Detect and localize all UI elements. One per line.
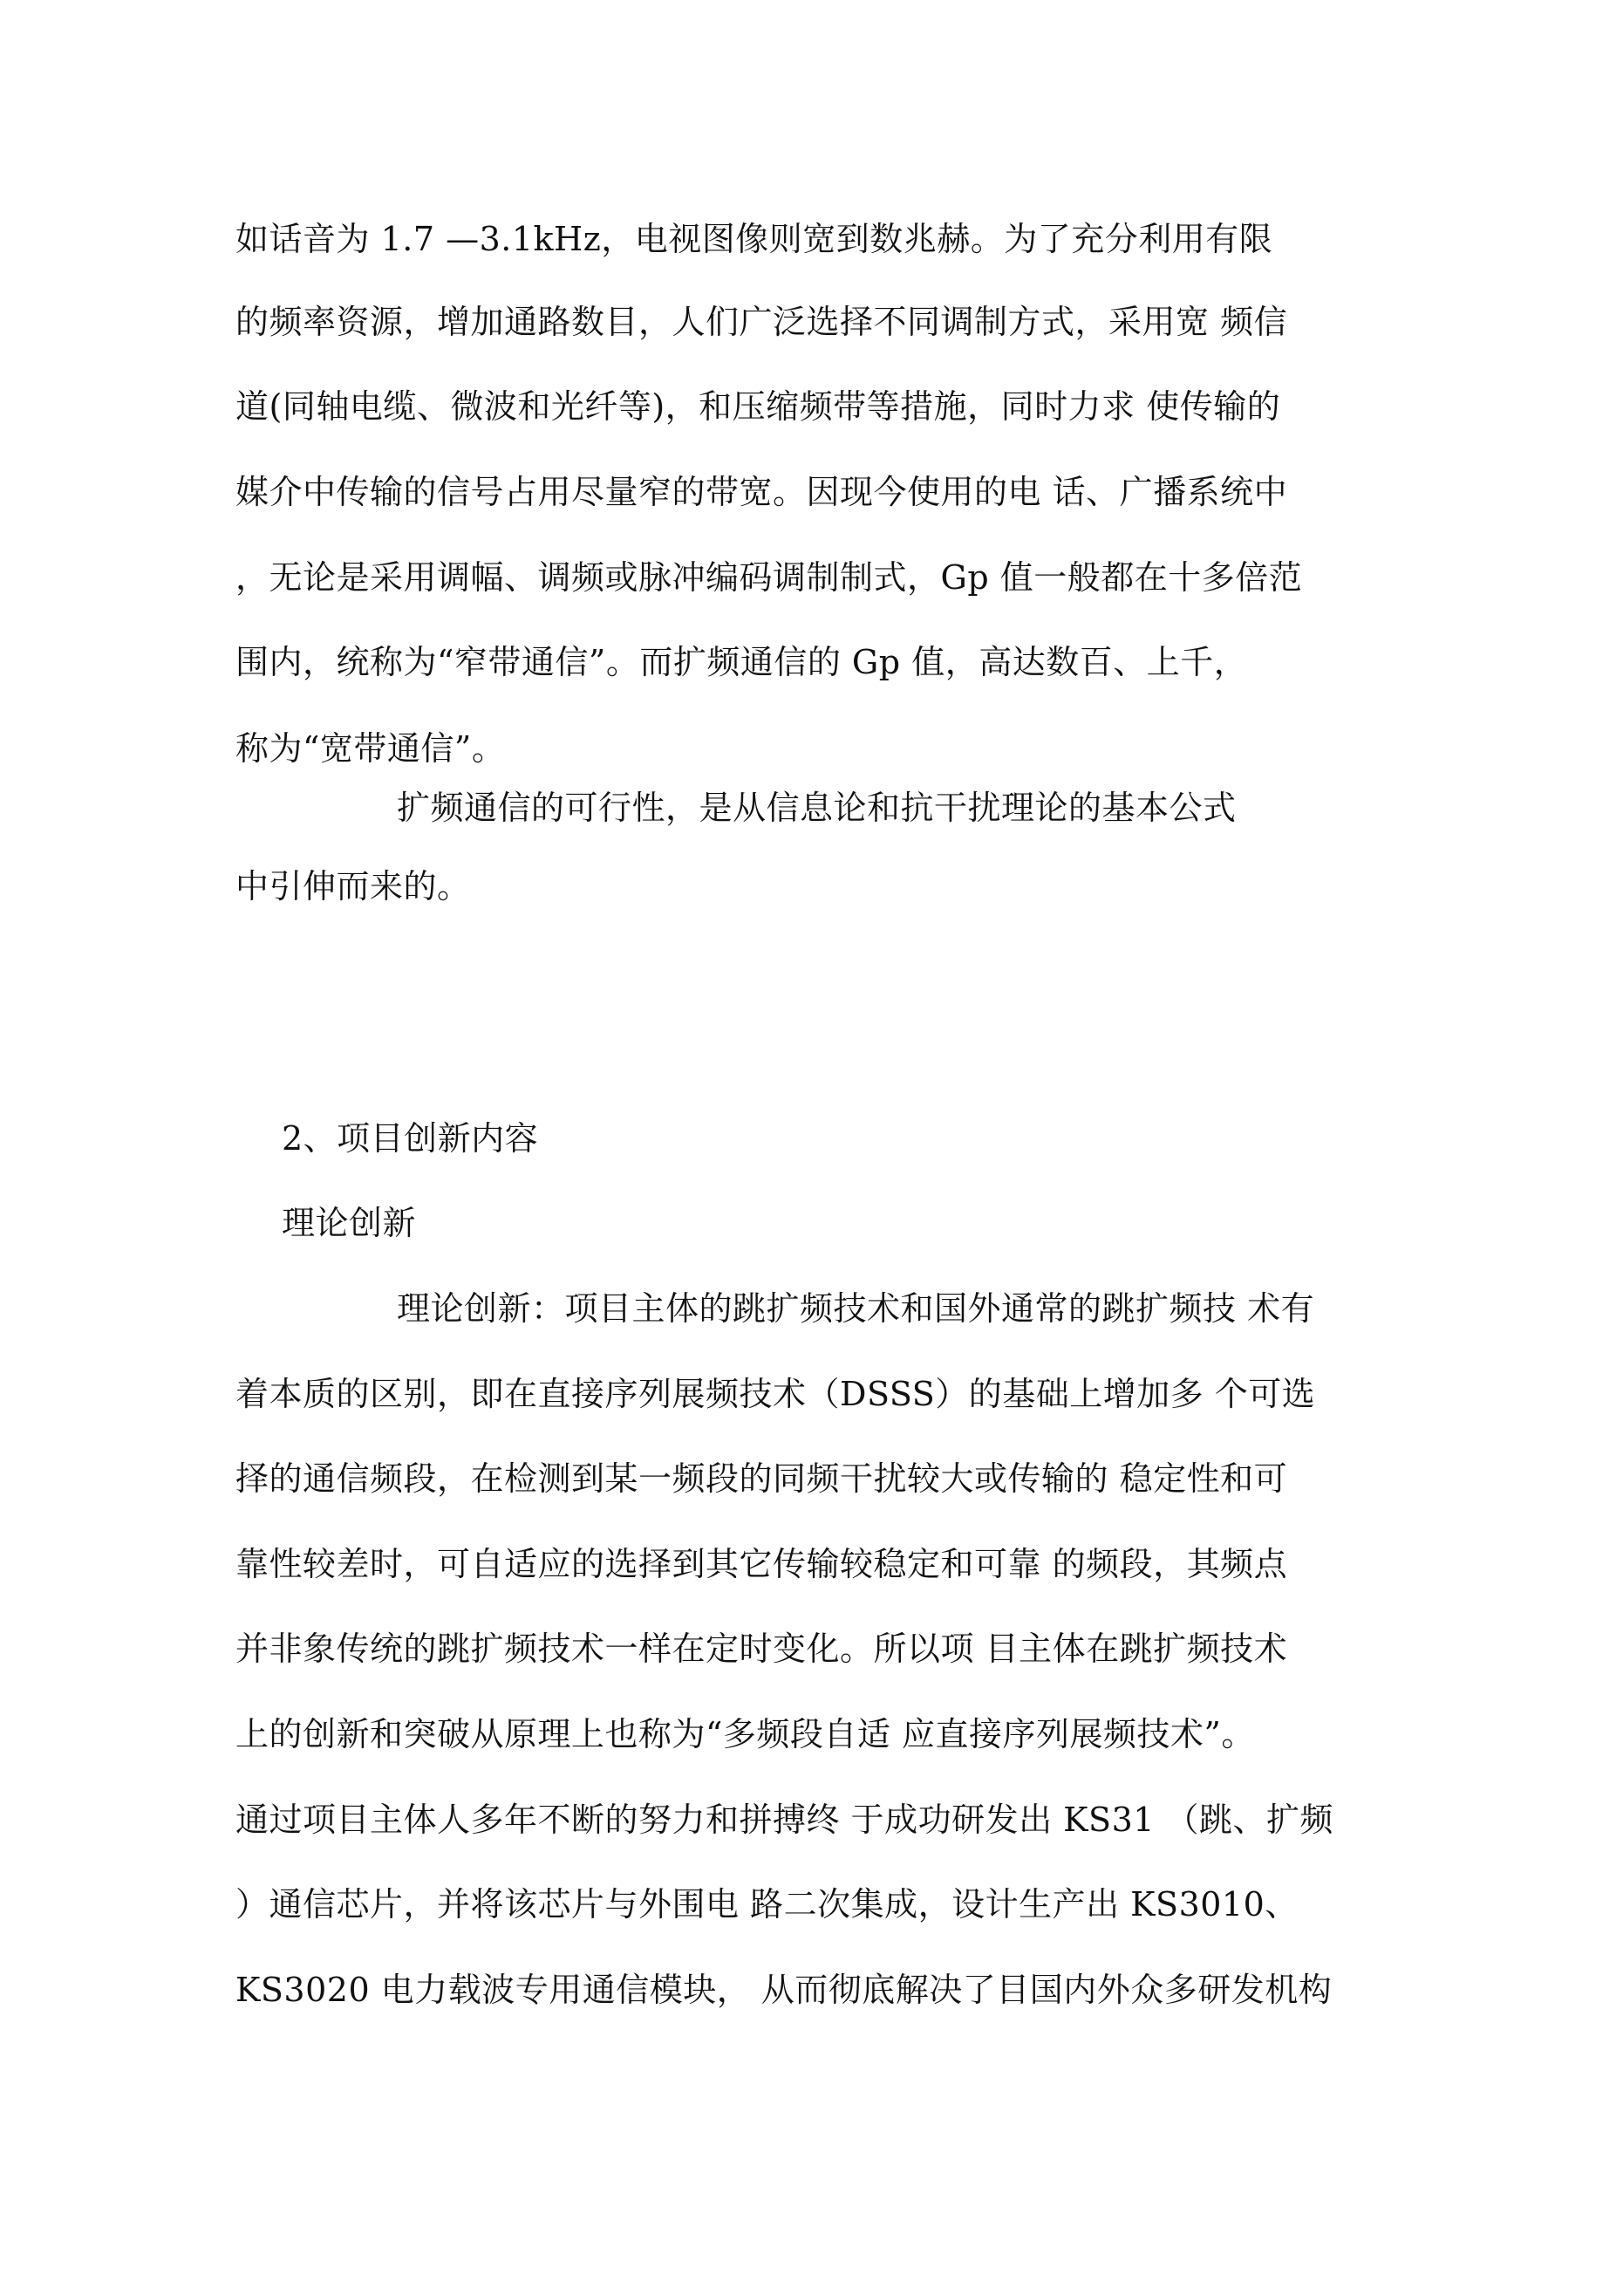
subsection-heading: 理论创新 [282,1204,417,1242]
paragraph3-line-8: ）通信芯片，并将该芯片与外围电 路二次集成，设计生产出 KS3010、 [235,1885,1299,1924]
section-heading: 2、项目创新内容 [282,1119,539,1158]
paragraph1-line-7: 称为“宽带通信”。 [235,729,506,768]
paragraph3-line-1: 理论创新：项目主体的跳扩频技术和国外通常的跳扩频技 术有 [397,1289,1315,1328]
paragraph1-line-3: 道(同轴电缆、微波和光纤等)，和压缩频带等措施，同时力求 使传输的 [235,387,1281,426]
paragraph2-line-2: 中引伸而来的。 [235,867,471,905]
paragraph3-line-3: 择的通信频段，在检测到某一频段的同频干扰较大或传输的 稳定性和可 [235,1459,1288,1498]
paragraph1-line-5: ，无论是采用调幅、调频或脉冲编码调制制式，Gp 值一般都在十多倍范 [235,558,1303,597]
paragraph1-line-2: 的频率资源，增加通路数目，人们广泛选择不同调制方式，采用宽 频信 [235,303,1288,341]
paragraph1-line-1: 如话音为 1.7 —3.1kHz，电视图像则宽到数兆赫。为了充分利用有限 [235,220,1273,258]
paragraph1-line-6: 围内，统称为“窄带通信”。而扩频通信的 Gp 值，高达数百、上千， [235,643,1248,681]
paragraph3-line-6: 上的创新和突破从原理上也称为“多频段自适 应直接序列展频技术”。 [235,1715,1255,1753]
paragraph3-line-4: 靠性较差时，可自适应的选择到其它传输较稳定和可靠 的频段，其频点 [235,1545,1288,1583]
paragraph3-line-9: KS3020 电力载波专用通信模块， 从而彻底解决了目国内外众多研发机构 [235,1971,1333,2009]
paragraph3-line-2: 着本质的区别，即在直接序列展频技术（DSSS）的基础上增加多 个可选 [235,1375,1316,1413]
paragraph1-line-4: 媒介中传输的信号占用尽量窄的带宽。因现今使用的电 话、广播系统中 [235,473,1288,511]
paragraph2-line-1: 扩频通信的可行性，是从信息论和抗干扰理论的基本公式 [397,789,1237,827]
paragraph3-line-7: 通过项目主体人多年不断的努力和拼搏终 于成功研发出 KS31 （跳、扩频 [235,1801,1334,1839]
paragraph3-line-5: 并非象传统的跳扩频技术一样在定时变化。所以项 目主体在跳扩频技术 [235,1630,1288,1668]
